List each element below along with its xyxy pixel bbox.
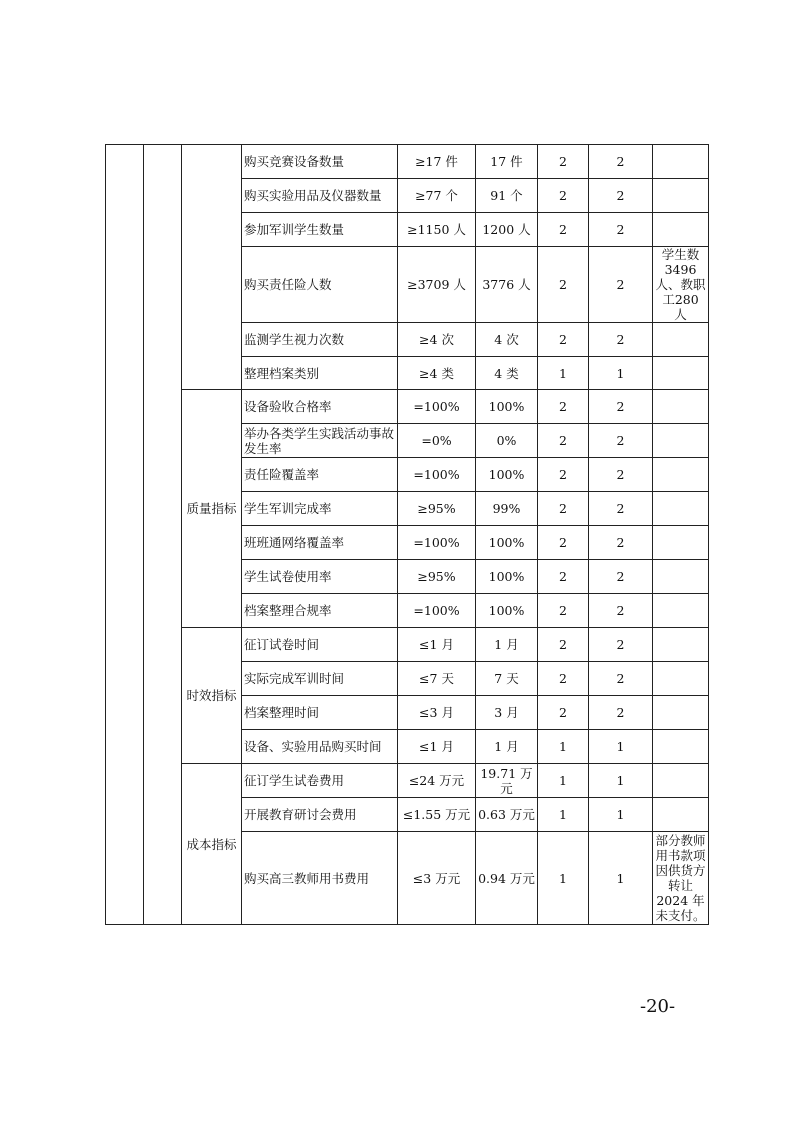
score-value: 1 [589, 764, 653, 798]
score-value: 2 [589, 628, 653, 662]
indicator-name: 责任险覆盖率 [242, 458, 398, 492]
actual-value: 17 件 [476, 145, 538, 179]
weight-value: 2 [538, 145, 589, 179]
level2-cell [144, 145, 182, 925]
weight-value: 1 [538, 730, 589, 764]
indicator-name: 实际完成军训时间 [242, 662, 398, 696]
target-value: ≥77 个 [398, 179, 476, 213]
weight-value: 2 [538, 247, 589, 323]
target-value: ≥95% [398, 560, 476, 594]
actual-value: 1 月 [476, 628, 538, 662]
actual-value: 0.63 万元 [476, 798, 538, 832]
score-value: 2 [589, 323, 653, 357]
performance-table [105, 144, 709, 925]
score-value: 2 [589, 145, 653, 179]
weight-value: 1 [538, 832, 589, 925]
actual-value: 100% [476, 526, 538, 560]
weight-value: 2 [538, 628, 589, 662]
score-value: 2 [589, 390, 653, 424]
indicator-name: 购买高三教师用书费用 [242, 832, 398, 925]
remark-cell [653, 662, 709, 696]
remark-cell: 部分教师用书款项因供货方转让2024 年未支付。 [653, 832, 709, 925]
target-value: ≥95% [398, 492, 476, 526]
actual-value: 1 月 [476, 730, 538, 764]
actual-value: 4 类 [476, 357, 538, 390]
score-value: 2 [589, 247, 653, 323]
weight-value: 2 [538, 560, 589, 594]
indicator-name: 档案整理时间 [242, 696, 398, 730]
remark-cell [653, 798, 709, 832]
weight-value: 2 [538, 390, 589, 424]
actual-value: 100% [476, 560, 538, 594]
actual-value: 100% [476, 594, 538, 628]
actual-value: 7 天 [476, 662, 538, 696]
remark-cell [653, 357, 709, 390]
table-row [106, 390, 709, 424]
weight-value: 1 [538, 764, 589, 798]
score-value: 2 [589, 662, 653, 696]
level1-cell [106, 145, 144, 925]
remark-cell [653, 730, 709, 764]
indicator-name: 征订学生试卷费用 [242, 764, 398, 798]
indicator-name: 参加军训学生数量 [242, 213, 398, 247]
indicator-name: 监测学生视力次数 [242, 323, 398, 357]
score-value: 2 [589, 458, 653, 492]
score-value: 2 [589, 560, 653, 594]
score-value: 1 [589, 798, 653, 832]
remark-cell [653, 628, 709, 662]
target-value: ≥17 件 [398, 145, 476, 179]
indicator-name: 购买实验用品及仪器数量 [242, 179, 398, 213]
remark-cell [653, 458, 709, 492]
target-value: =100% [398, 526, 476, 560]
weight-value: 2 [538, 213, 589, 247]
score-value: 2 [589, 213, 653, 247]
weight-value: 1 [538, 357, 589, 390]
actual-value: 1200 人 [476, 213, 538, 247]
actual-value: 4 次 [476, 323, 538, 357]
actual-value: 3776 人 [476, 247, 538, 323]
target-value: ≤1.55 万元 [398, 798, 476, 832]
remark-cell [653, 145, 709, 179]
score-value: 2 [589, 179, 653, 213]
indicator-name: 整理档案类别 [242, 357, 398, 390]
target-value: ≥3709 人 [398, 247, 476, 323]
remark-cell [653, 560, 709, 594]
target-value: ≤3 万元 [398, 832, 476, 925]
target-value: =100% [398, 458, 476, 492]
weight-value: 2 [538, 179, 589, 213]
indicator-name: 档案整理合规率 [242, 594, 398, 628]
target-value: ≤1 月 [398, 628, 476, 662]
remark-cell [653, 213, 709, 247]
weight-value: 2 [538, 662, 589, 696]
actual-value: 91 个 [476, 179, 538, 213]
score-value: 2 [589, 492, 653, 526]
indicator-name: 学生军训完成率 [242, 492, 398, 526]
score-value: 2 [589, 424, 653, 458]
indicator-name: 购买竞赛设备数量 [242, 145, 398, 179]
target-value: ≤1 月 [398, 730, 476, 764]
actual-value: 3 月 [476, 696, 538, 730]
weight-value: 2 [538, 458, 589, 492]
remark-cell [653, 594, 709, 628]
remark-cell: 学生数3496 人、教职工280 人 [653, 247, 709, 323]
target-value: ≤7 天 [398, 662, 476, 696]
category-cell [182, 145, 242, 390]
target-value: =100% [398, 390, 476, 424]
target-value: ≥4 次 [398, 323, 476, 357]
weight-value: 2 [538, 696, 589, 730]
indicator-name: 设备验收合格率 [242, 390, 398, 424]
indicator-name: 班班通网络覆盖率 [242, 526, 398, 560]
actual-value: 100% [476, 458, 538, 492]
remark-cell [653, 526, 709, 560]
category-cell: 时效指标 [182, 628, 242, 764]
score-value: 2 [589, 526, 653, 560]
table-row [106, 764, 709, 798]
indicator-name: 设备、实验用品购买时间 [242, 730, 398, 764]
indicator-name: 学生试卷使用率 [242, 560, 398, 594]
score-value: 2 [589, 696, 653, 730]
remark-cell [653, 179, 709, 213]
category-cell: 成本指标 [182, 764, 242, 925]
remark-cell [653, 323, 709, 357]
target-value: ≤24 万元 [398, 764, 476, 798]
weight-value: 2 [538, 594, 589, 628]
actual-value: 0.94 万元 [476, 832, 538, 925]
indicator-name: 举办各类学生实践活动事故发生率 [242, 424, 398, 458]
target-value: =100% [398, 594, 476, 628]
table-row [106, 145, 709, 179]
score-value: 1 [589, 730, 653, 764]
target-value: ≥1150 人 [398, 213, 476, 247]
remark-cell [653, 390, 709, 424]
score-value: 2 [589, 594, 653, 628]
table-body [106, 145, 709, 925]
weight-value: 2 [538, 424, 589, 458]
indicator-name: 征订试卷时间 [242, 628, 398, 662]
category-cell: 质量指标 [182, 390, 242, 628]
page-number: -20- [640, 996, 676, 1017]
score-value: 1 [589, 357, 653, 390]
actual-value: 100% [476, 390, 538, 424]
remark-cell [653, 424, 709, 458]
weight-value: 2 [538, 323, 589, 357]
actual-value: 0% [476, 424, 538, 458]
target-value: ≤3 月 [398, 696, 476, 730]
table-row [106, 628, 709, 662]
target-value: ≥4 类 [398, 357, 476, 390]
remark-cell [653, 492, 709, 526]
actual-value: 99% [476, 492, 538, 526]
score-value: 1 [589, 832, 653, 925]
weight-value: 1 [538, 798, 589, 832]
target-value: =0% [398, 424, 476, 458]
weight-value: 2 [538, 492, 589, 526]
actual-value: 19.71 万元 [476, 764, 538, 798]
indicator-name: 开展教育研讨会费用 [242, 798, 398, 832]
remark-cell [653, 696, 709, 730]
weight-value: 2 [538, 526, 589, 560]
remark-cell [653, 764, 709, 798]
indicator-name: 购买责任险人数 [242, 247, 398, 323]
